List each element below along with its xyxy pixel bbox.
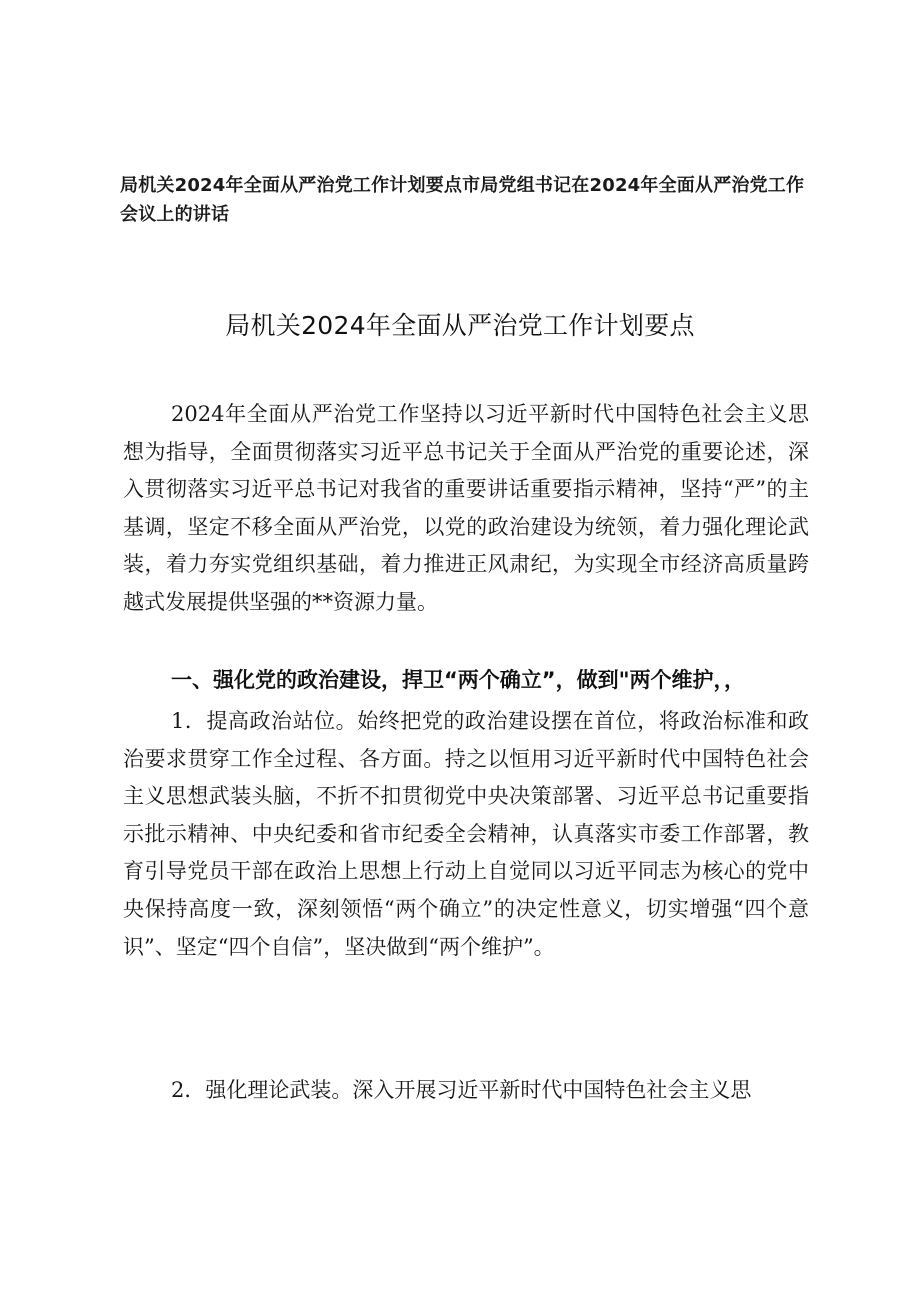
section-heading: 一、强化党的政治建设，捍卫“两个确立”，做到"两个维护，， <box>171 668 746 692</box>
list-item-paragraph: 1．提高政治站位。始终把党的政治建设摆在首位，将政治标准和政治要求贯穿工作全过程、各方面。持之以恒用习近平新时代中国特色社会主义思想武装头脑，不折不扣贯彻党中央决策部署、习近平总书记重要指示批示精神、中央纪委和省市纪委全会精神，认真落实市委工作部署，教育引导党员干部在政治上思想上行动上自觉同以习近平同志为核心的党中央保持高度一致，深刻领悟“两个确立”的决定性意义，切实增强“四个意识”、坚定“四个自信”，坚决做到“两个维护”。 <box>123 709 809 959</box>
document-header-title: 局机关2024年全面从严治党工作计划要点市局党组书记在2024年全面从严治党工作会议上的讲话 <box>120 175 805 225</box>
list-item-paragraph: 2．强化理论武装。深入开展习近平新时代中国特色社会主义思 <box>171 1078 752 1102</box>
page-title: 局机关2024年全面从严治党工作计划要点 <box>225 311 695 340</box>
intro-paragraph: 2024年全面从严治党工作坚持以习近平新时代中国特色社会主义思想为指导，全面贯彻落实习近平总书记关于全面从严治党的重要论述，深入贯彻落实习近平总书记对我省的重要讲话重要指示精神，坚持“严”的主基调，坚定不移全面从严治党，以党的政治建设为统领，着力强化理论武装，着力夯实党组织基础，着力推进正风肃纪，为实现全市经济高质量跨越式发展提供坚强的**资源力量。 <box>123 402 809 614</box>
